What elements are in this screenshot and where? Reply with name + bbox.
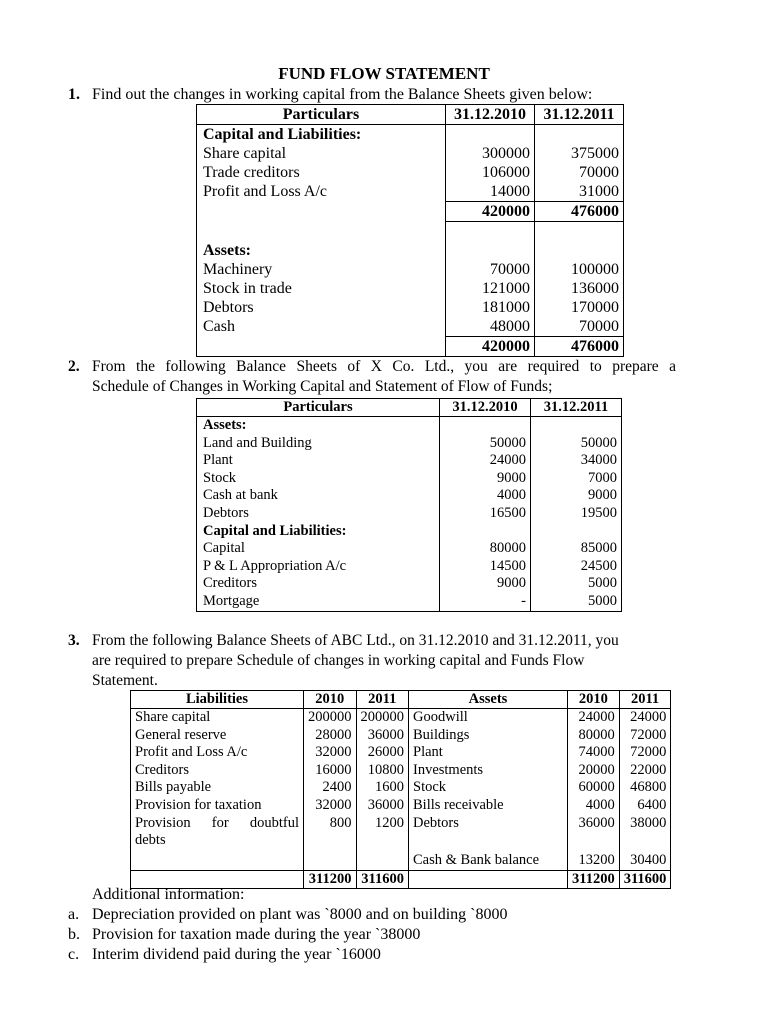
page-title: FUND FLOW STATEMENT bbox=[278, 64, 490, 83]
table-row: General reserve 28000 36000 Buildings 80000 72000 bbox=[131, 727, 671, 745]
section-heading: Capital and Liabilities: bbox=[197, 125, 446, 145]
table-row: Debtors 16500 19500 bbox=[197, 505, 622, 523]
total-row: 420000 476000 bbox=[197, 337, 624, 357]
col-header-liabilities: Liabilities bbox=[131, 691, 304, 709]
table-row: Share capital 200000 200000 Goodwill 24000 24000 bbox=[131, 709, 671, 727]
table-row: debts bbox=[131, 832, 671, 852]
table-row: P & L Appropriation A/c 14500 24500 bbox=[197, 558, 622, 576]
balance-sheet-table-3 bbox=[130, 690, 671, 889]
col-header-2010: 2010 bbox=[304, 691, 357, 709]
total-row: 311200 311600 311200 311600 bbox=[131, 870, 671, 889]
table-row: Debtors 181000 170000 bbox=[197, 298, 624, 317]
additional-info-heading: Additional information: bbox=[92, 886, 245, 903]
question-3 bbox=[68, 632, 619, 689]
col-header-2010: 31.12.2010 bbox=[440, 399, 531, 417]
table-row: Provision for doubtful 800 1200 Debtors 36000 38000 bbox=[131, 815, 671, 833]
question-number: 1. bbox=[68, 86, 80, 103]
question-number: 3. bbox=[68, 632, 80, 649]
question-2 bbox=[68, 358, 676, 395]
table-row: Share capital 300000 375000 bbox=[197, 144, 624, 163]
col-header-2011: 31.12.2011 bbox=[531, 399, 622, 417]
table-row: Profit and Loss A/c 32000 26000 Plant 74000 72000 bbox=[131, 744, 671, 762]
table-row: Plant 24000 34000 bbox=[197, 452, 622, 470]
total-row: 420000 476000 bbox=[197, 202, 624, 222]
table-row: Bills payable 2400 1600 Stock 60000 46800 bbox=[131, 779, 671, 797]
question-1 bbox=[68, 86, 593, 104]
balance-sheet-table-1 bbox=[196, 104, 624, 357]
col-header-2011: 2011 bbox=[619, 691, 671, 709]
table-row: Land and Building 50000 50000 bbox=[197, 435, 622, 453]
table-row: Mortgage - 5000 bbox=[197, 593, 622, 611]
table-row: Trade creditors 106000 70000 bbox=[197, 163, 624, 182]
question-number: 2. bbox=[68, 358, 80, 375]
table-row: Profit and Loss A/c 14000 31000 bbox=[197, 182, 624, 202]
col-header-2010: 31.12.2010 bbox=[446, 105, 535, 125]
table-row: Machinery 70000 100000 bbox=[197, 260, 624, 279]
table-row: Provision for taxation 32000 36000 Bills receivable 4000 6400 bbox=[131, 797, 671, 815]
question-text: Statement. bbox=[92, 672, 158, 689]
table-row: Stock 9000 7000 bbox=[197, 470, 622, 488]
col-header-particulars: Particulars bbox=[197, 399, 440, 417]
table-row: Cash at bank 4000 9000 bbox=[197, 487, 622, 505]
question-text: are required to prepare Schedule of changes in working capital and Funds Flow bbox=[92, 652, 585, 669]
table-row: Cash & Bank balance 13200 30400 bbox=[131, 852, 671, 870]
table-row: Capital 80000 85000 bbox=[197, 540, 622, 558]
question-text: From the following Balance Sheets of ABC Ltd., on 31.12.2010 and 31.12.2011, you bbox=[92, 632, 619, 649]
col-header-assets: Assets bbox=[409, 691, 568, 709]
table-row: Stock in trade 121000 136000 bbox=[197, 279, 624, 298]
section-heading: Assets: bbox=[197, 417, 440, 435]
col-header-2011: 2011 bbox=[356, 691, 409, 709]
col-header-2010: 2010 bbox=[568, 691, 620, 709]
col-header-particulars: Particulars bbox=[197, 105, 446, 125]
question-text: Find out the changes in working capital from the Balance Sheets given below: bbox=[92, 86, 593, 103]
table-row: Creditors 16000 10800 Investments 20000 22000 bbox=[131, 762, 671, 780]
section-heading: Capital and Liabilities: bbox=[197, 523, 440, 541]
col-header-2011: 31.12.2011 bbox=[535, 105, 624, 125]
question-text: Schedule of Changes in Working Capital and Statement of Flow of Funds; bbox=[92, 378, 553, 395]
question-text: From the following Balance Sheets of X Co. Ltd., you are required to prepare a bbox=[92, 358, 676, 375]
balance-sheet-table-2 bbox=[196, 398, 622, 612]
section-heading: Assets: bbox=[197, 241, 446, 260]
table-row: Cash 48000 70000 bbox=[197, 317, 624, 337]
table-row: Creditors 9000 5000 bbox=[197, 575, 622, 593]
